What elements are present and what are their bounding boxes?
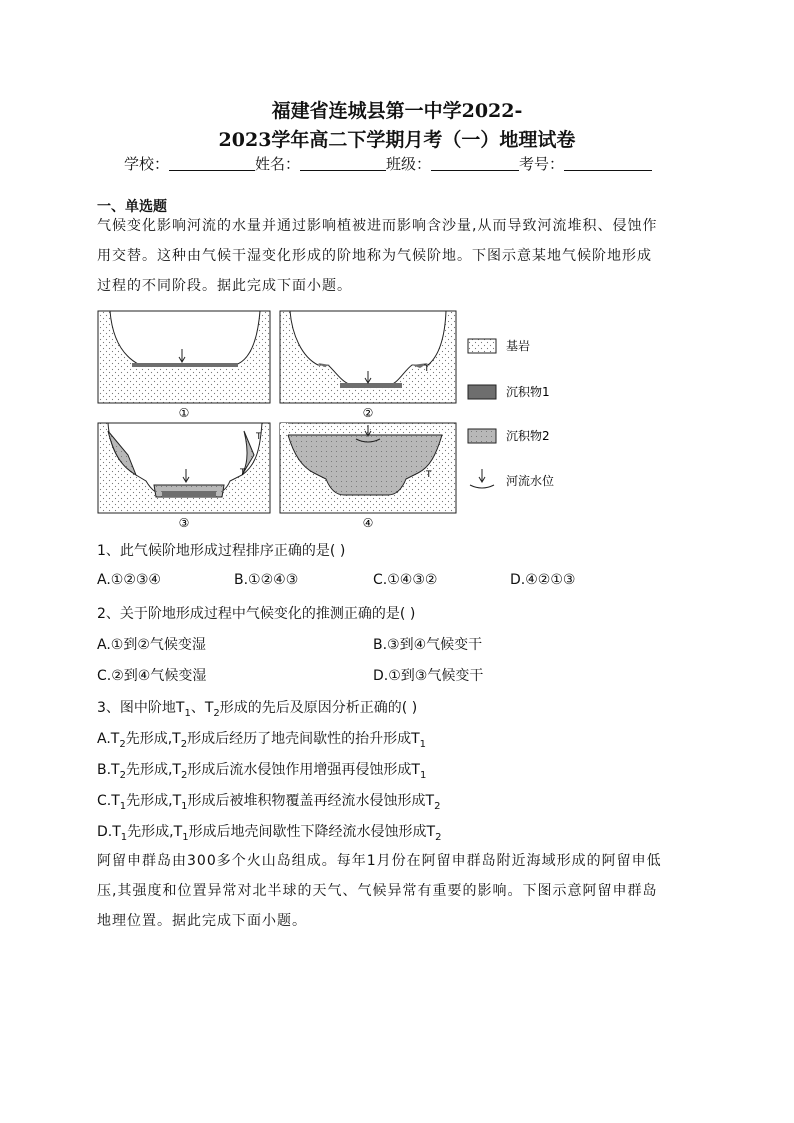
passage-2-line2: 压,其强度和位置异常对北半球的天气、气候异常有重要的影响。下图示意阿留申群岛: [97, 883, 658, 899]
passage-2-line1: 阿留申群岛由300多个火山岛组成。每年1月份在阿留申群岛附近海域形成的阿留申低: [97, 853, 662, 869]
q2-option-a[interactable]: A.①到②气候变湿: [97, 637, 206, 653]
q3-option-a[interactable]: [97, 728, 426, 750]
school-blank[interactable]: [169, 156, 255, 171]
panel-3-label: ③: [178, 516, 190, 530]
name-label: 姓名：: [255, 155, 301, 173]
panel-2-t1-label: T: [424, 364, 430, 374]
class-label: 班级：: [386, 155, 432, 173]
q3-b-sub1: 2: [119, 769, 126, 781]
q3-stem-part-b: 、T: [190, 700, 214, 716]
legend-sediment1-swatch: [468, 385, 496, 399]
panel-1: [98, 311, 270, 403]
q3-d-part2: 先形成,T: [127, 824, 183, 840]
panel-3: [98, 423, 270, 513]
q3-stem: [97, 697, 417, 719]
passage-1: [97, 211, 697, 301]
panel-4-label: ④: [362, 516, 374, 530]
panel-4: [280, 423, 456, 513]
legend-sediment1-label: 沉积物1: [506, 385, 550, 399]
number-blank[interactable]: [564, 156, 652, 171]
panel-3-t1-label: T: [240, 468, 246, 478]
page-title-line2: 2023学年高二下学期月考（一）地理试卷: [218, 129, 576, 151]
q2-stem: 2、关于阶地形成过程中气候变化的推测正确的是( ): [97, 606, 416, 622]
q3-b-sub3: 1: [419, 769, 427, 781]
q3-c-part3: 形成后被堆积物覆盖再经流水侵蚀形成T: [187, 793, 435, 809]
q3-b-part3: 形成后流水侵蚀作用增强再侵蚀形成T: [187, 762, 420, 778]
q3-c-part1: C.T: [97, 793, 120, 809]
q3-stem-part-a: 3、图中阶地T: [97, 700, 185, 716]
q3-option-c[interactable]: [97, 790, 440, 812]
q3-stem-part-c: 形成的先后及原因分析正确的( ): [219, 700, 418, 716]
q3-option-d[interactable]: [97, 821, 442, 843]
q3-a-part2: 先形成,T: [125, 731, 181, 747]
legend: [468, 338, 554, 488]
passage-1-line1: 气候变化影响河流的水量并通过影响植被进而影响含沙量,从而导致河流堆积、侵蚀作: [97, 218, 658, 234]
q3-c-part2: 先形成,T: [126, 793, 182, 809]
q3-a-sub3: 1: [419, 738, 427, 750]
page-title-line1: 福建省连城县第一中学2022-: [271, 100, 523, 122]
q3-b-part1: B.T: [97, 762, 120, 778]
q3-d-sub1: 1: [120, 831, 128, 843]
class-blank[interactable]: [431, 156, 519, 171]
panel-2-label: ②: [362, 406, 374, 420]
passage-1-line2: 用交替。这种由气候干湿变化形成的阶地称为气候阶地。下图示意某地气候阶地形成: [97, 248, 652, 264]
q2-option-c[interactable]: C.②到④气候变湿: [97, 668, 207, 684]
legend-bedrock-label: 基岩: [506, 339, 531, 353]
legend-water-label: 河流水位: [506, 474, 555, 488]
panel-3-t2-label: T: [256, 432, 262, 442]
q1-option-d[interactable]: D.④②①③: [510, 572, 576, 588]
q2-option-b[interactable]: B.③到④气候变干: [373, 637, 483, 653]
q3-option-b[interactable]: [97, 759, 426, 781]
q3-d-sub2: 1: [182, 831, 189, 843]
panel-1-label: ①: [178, 406, 190, 420]
q3-b-sub2: 2: [181, 769, 188, 781]
legend-sediment2-swatch: [468, 429, 496, 443]
passage-2: [97, 846, 697, 936]
q3-a-sub1: 2: [119, 738, 126, 750]
q3-c-sub3: 2: [434, 800, 441, 812]
q1-option-c[interactable]: C.①④③②: [373, 572, 438, 588]
q3-b-part2: 先形成,T: [125, 762, 181, 778]
student-info-row: [124, 153, 652, 174]
legend-sediment2-label: 沉积物2: [506, 429, 550, 443]
legend-bedrock-swatch: [468, 339, 496, 353]
q3-c-sub2: 1: [181, 800, 188, 812]
q3-a-part1: A.T: [97, 731, 120, 747]
panel-2: [280, 311, 456, 403]
passage-1-line3: 过程的不同阶段。据此完成下面小题。: [97, 278, 352, 294]
q3-stem-sub1: 1: [184, 707, 191, 719]
q3-c-sub1: 1: [119, 800, 127, 812]
q3-d-part1: D.T: [97, 824, 121, 840]
q3-d-part3: 形成后地壳间歇性下降经流水侵蚀形成T: [188, 824, 436, 840]
terrace-figure: [90, 305, 580, 530]
panel-4-t1-label: T: [426, 470, 432, 480]
q3-d-sub3: 2: [435, 831, 442, 843]
q1-stem: 1、此气候阶地形成过程排序正确的是( ): [97, 543, 346, 559]
section-title: 一、单选题: [97, 199, 167, 215]
q2-option-d[interactable]: D.①到③气候变干: [373, 668, 484, 684]
school-label: 学校：: [124, 155, 170, 173]
passage-2-line3: 地理位置。据此完成下面小题。: [97, 913, 307, 929]
q3-a-part3: 形成后经历了地壳间歇性的抬升形成T: [187, 731, 420, 747]
q3-stem-sub2: 2: [213, 707, 220, 719]
name-blank[interactable]: [300, 156, 386, 171]
q3-a-sub2: 2: [180, 738, 188, 750]
q1-option-b[interactable]: B.①②④③: [234, 572, 299, 588]
q1-option-a[interactable]: A.①②③④: [97, 572, 161, 588]
number-label: 考号：: [519, 155, 565, 173]
